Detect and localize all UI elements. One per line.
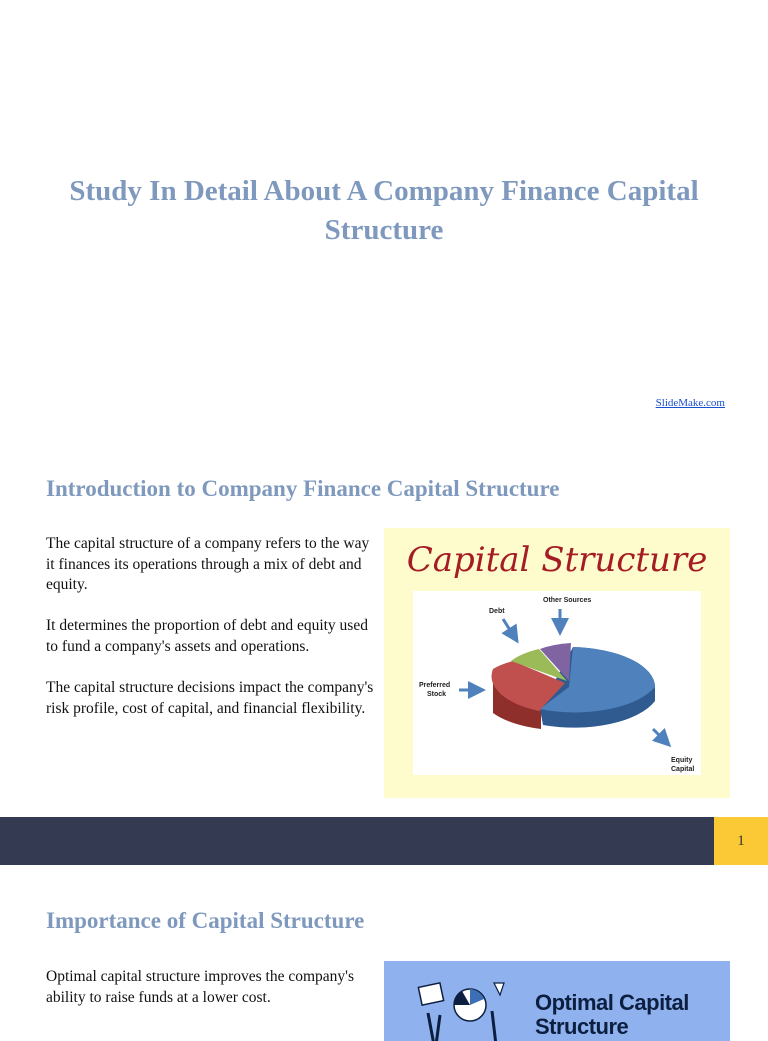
capital-structure-image bbox=[384, 528, 730, 798]
paragraph-2: It determines the proportion of debt and equity used to fund a company's assets and operations. bbox=[46, 617, 368, 655]
page-number: 1 bbox=[714, 817, 768, 865]
optimal-capital-structure-title bbox=[535, 991, 689, 1039]
people-pie-illustration bbox=[412, 975, 522, 1041]
title-line-1: Optimal Capital bbox=[535, 990, 689, 1015]
equity-arrow bbox=[653, 729, 669, 745]
pie-chart-illustration bbox=[413, 591, 701, 775]
section-heading-introduction: Introduction to Company Finance Capital Structure bbox=[46, 476, 560, 501]
other-sources-label: Other Sources bbox=[543, 597, 592, 604]
title-line-2: Structure bbox=[535, 1014, 629, 1039]
pie-chart-svg bbox=[413, 591, 701, 775]
debt-arrow bbox=[503, 619, 517, 641]
equity-label-1: Equity bbox=[671, 757, 693, 764]
equity-label-2: Capital bbox=[671, 766, 695, 773]
image-title: Capital Structure bbox=[406, 540, 708, 580]
section-heading-importance: Importance of Capital Structure bbox=[46, 908, 365, 933]
paragraph-1: The capital structure of a company refers to the way it finances its operations through a mix of debt and equity. bbox=[46, 535, 370, 593]
slide-footer-band bbox=[0, 817, 714, 865]
preferred-label-1: Preferred bbox=[419, 682, 451, 689]
paragraph-3: The capital structure decisions impact the company's risk profile, cost of capital, and financial flexibility. bbox=[46, 679, 374, 717]
optimal-capital-structure-image bbox=[384, 961, 730, 1041]
preferred-label-2: Stock bbox=[427, 691, 447, 698]
importance-paragraph-1: Optimal capital structure improves the company's ability to raise funds at a lower cost. bbox=[46, 968, 354, 1006]
slidemake-link[interactable]: SlideMake.com bbox=[655, 397, 725, 409]
debt-label: Debt bbox=[489, 608, 505, 615]
slide-title: Study In Detail About A Company Finance Capital Structure bbox=[69, 175, 699, 246]
